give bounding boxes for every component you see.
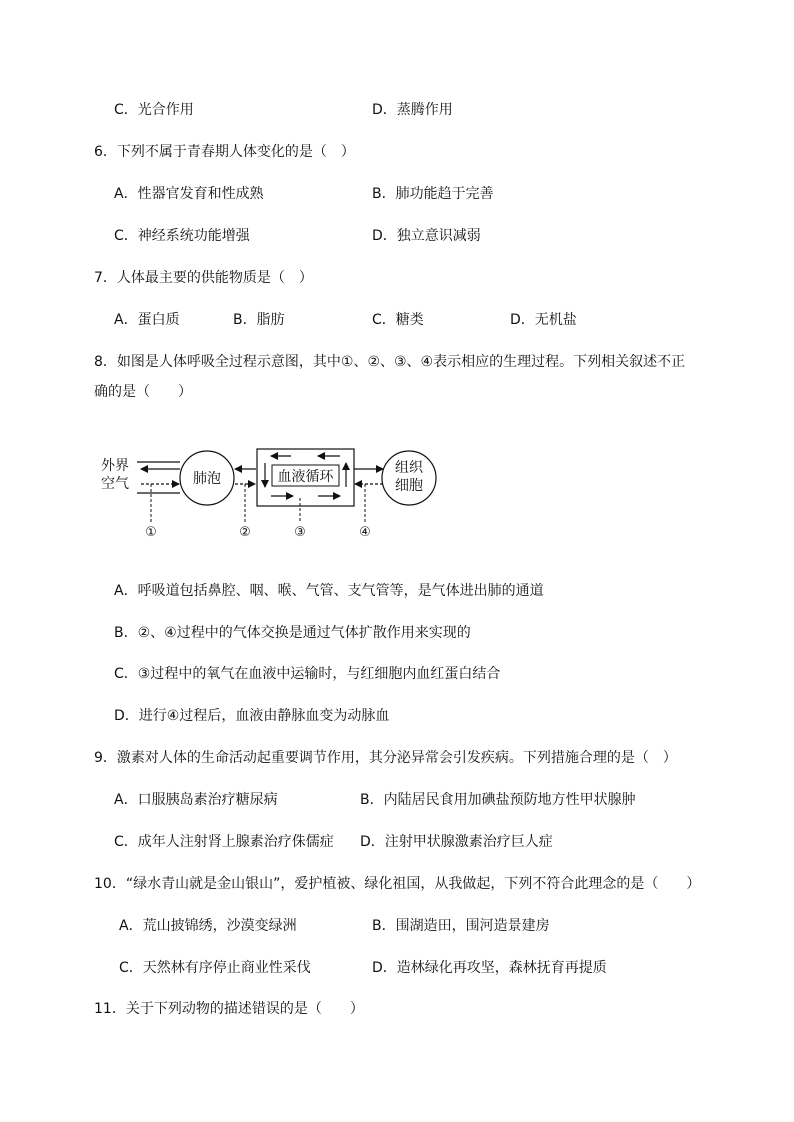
tissue-cells-label: 组织 [395,460,423,476]
q7-option-b: B．脂肪 [233,312,285,328]
alveolus-label: 肺泡 [193,471,221,487]
q6-stem: 6．下列不属于青春期人体变化的是（ ） [94,144,355,160]
q9-option-d: D．注射甲状腺激素治疗巨人症 [360,834,553,850]
marker-1: ① [145,525,157,540]
marker-4: ④ [359,525,371,540]
q9-stem: 9．激素对人体的生命活动起重要调节作用，其分泌异常会引发疾病。下列措施合理的是（ ） [94,750,677,766]
q8-option-c: C．③过程中的氧气在血液中运输时，与红细胞内血红蛋白结合 [114,666,501,682]
q6-option-c: C．神经系统功能增强 [114,228,250,244]
q8-option-a: A．呼吸道包括鼻腔、咽、喉、气管、支气管等，是气体进出肺的通道 [114,583,544,599]
q10-option-d: D．造林绿化再攻坚，森林抚育再提质 [372,960,607,976]
q8-option-d: D．进行④过程后，血液由静脉血变为动脉血 [114,708,390,724]
q7-option-c: C．糖类 [372,312,424,328]
q6-option-b: B．肺功能趋于完善 [372,186,494,202]
q8-option-b: B．②、④过程中的气体交换是通过气体扩散作用来实现的 [114,625,471,641]
q9-option-c: C．成年人注射肾上腺素治疗侏儒症 [114,834,334,850]
q10-option-c: C．天然林有序停止商业性采伐 [119,960,311,976]
q10-stem: 10．“绿水青山就是金山银山”，爱护植被、绿化祖国，从我做起，下列不符合此理念的是（ ） [94,876,701,892]
q9-option-a: A．口服胰岛素治疗糖尿病 [114,792,278,808]
marker-2: ② [239,525,251,540]
q7-option-d: D．无机盐 [510,312,577,328]
q8-stem-line2: 确的是（ ） [94,384,192,400]
outside-air-label-2: 空气 [101,476,129,492]
q10-option-a: A．荒山披锦绣，沙漠变绿洲 [119,918,297,934]
outside-air-label: 外界 [101,458,129,474]
q10-option-b: B．围湖造田，围河造景建房 [372,918,550,934]
q5-option-c: C．光合作用 [114,102,194,118]
q8-stem-line1: 8．如图是人体呼吸全过程示意图，其中①、②、③、④表示相应的生理过程。下列相关叙述不正 [94,354,686,370]
blood-circulation-label: 血液循环 [277,469,334,485]
tissue-cells-label-2: 细胞 [395,478,423,494]
q6-option-d: D．独立意识减弱 [372,228,481,244]
q6-option-a: A．性器官发育和性成熟 [114,186,264,202]
q9-option-b: B．内陆居民食用加碘盐预防地方性甲状腺肿 [360,792,636,808]
marker-3: ③ [294,525,306,540]
q5-option-d: D．蒸腾作用 [372,102,453,118]
q7-option-a: A．蛋白质 [114,312,180,328]
q11-stem: 11．关于下列动物的描述错误的是（ ） [94,1001,364,1017]
q7-stem: 7．人体最主要的供能物质是（ ） [94,270,313,286]
respiration-diagram [95,438,455,546]
